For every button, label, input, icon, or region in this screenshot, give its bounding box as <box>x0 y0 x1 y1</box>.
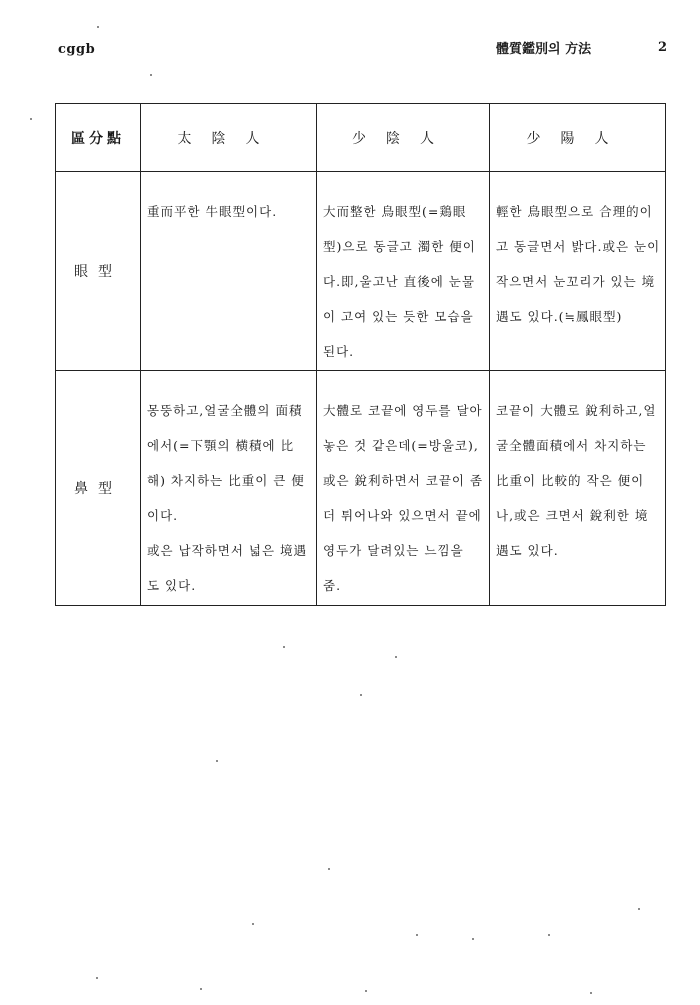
scan-speck <box>200 988 202 990</box>
header-cell-taeeum: 太陰人 <box>141 104 317 172</box>
cell-text: 大而整한 鳥眼型(=鶏眼型)으로 동글고 濁한 便이다.即,울고난 直後에 눈물이 고여 있는 듯한 모습을 된다. <box>323 204 476 359</box>
cell-nose-soeum <box>317 371 490 606</box>
scan-speck <box>150 74 152 76</box>
header-cell-soyang: 少陽人 <box>490 104 666 172</box>
scan-speck <box>590 992 592 994</box>
scan-speck <box>416 934 418 936</box>
scan-speck <box>638 908 640 910</box>
cell-eye-soyang <box>490 172 666 371</box>
scan-speck <box>30 118 32 120</box>
comparison-table <box>55 103 666 606</box>
cell-text: 몽뚱하고,얼굴全體의 面積에서(=下顎의 横積에 比해) 차지하는 比重이 큰 便이다. <box>147 403 305 523</box>
table-header-row <box>56 104 666 172</box>
scan-speck <box>365 990 367 992</box>
scan-speck <box>96 977 98 979</box>
scan-speck <box>360 694 362 696</box>
cell-text: 或은 납작하면서 넓은 境遇도 있다. <box>147 543 308 593</box>
document-title: 體質鑑別의 方法 <box>496 42 592 57</box>
scan-speck <box>252 923 254 925</box>
cell-nose-soyang <box>490 371 666 606</box>
page-number: 2 <box>658 40 668 55</box>
table-row-nose <box>56 371 666 606</box>
cell-nose-taeeum <box>141 371 317 606</box>
header-cell-category: 區分點 <box>56 104 141 172</box>
cell-text: 大體로 코끝에 영두를 달아 놓은 것 같은데(=방울코),或은 銳利하면서 코끝이 좀더 튀어나와 있으면서 끝에 영두가 달려있는 느낌을 줌. <box>323 403 484 593</box>
scan-speck <box>216 760 218 762</box>
table-row-eye <box>56 172 666 371</box>
cell-text: 重而平한 牛眼型이다. <box>147 204 278 219</box>
document-code: cggb <box>58 42 96 57</box>
row-label-nose: 鼻型 <box>56 371 141 606</box>
scan-speck <box>283 646 285 648</box>
cell-text: 輕한 鳥眼型으로 合理的이고 동글면서 밝다.或은 눈이 작으면서 눈꼬리가 있는 境遇도 있다.(≒鳳眼型) <box>496 204 661 324</box>
scan-speck <box>548 934 550 936</box>
cell-text: 코끝이 大體로 銳利하고,얼굴全體面積에서 차지하는 比重이 比較的 작은 便이나,或은 크면서 銳利한 境遇도 있다. <box>496 403 657 558</box>
scan-speck <box>395 656 397 658</box>
scan-speck <box>472 938 474 940</box>
row-label-eye: 眼型 <box>56 172 141 371</box>
scan-speck <box>97 26 99 28</box>
header-cell-soeum: 少陰人 <box>317 104 490 172</box>
cell-eye-taeeum <box>141 172 317 371</box>
cell-eye-soeum <box>317 172 490 371</box>
scan-speck <box>328 868 330 870</box>
